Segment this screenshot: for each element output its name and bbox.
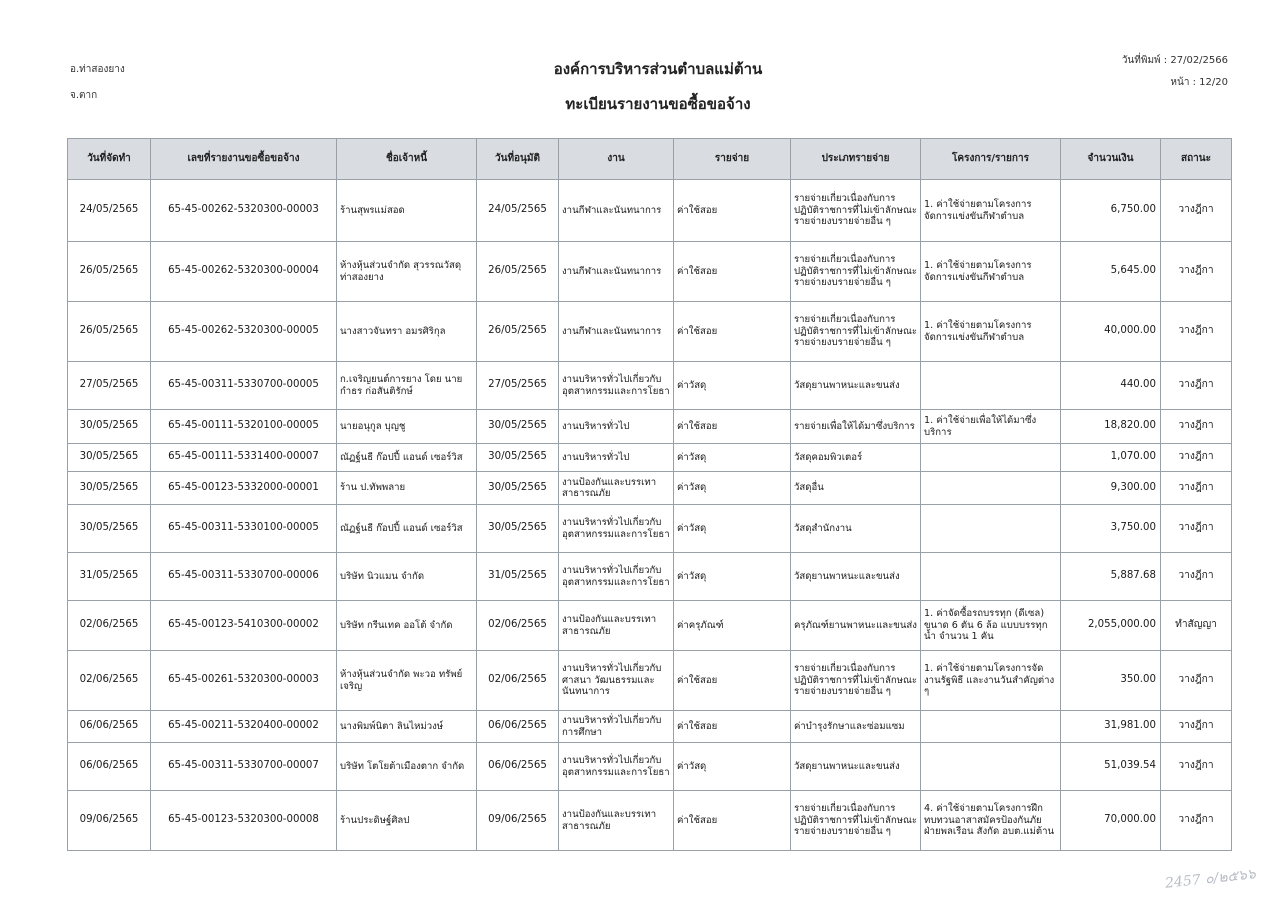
- row-work: งานบริหารทั่วไปเกี่ยวกับอุตสาหกรรมและการโยธา: [559, 743, 674, 791]
- row-status: ทำสัญญา: [1161, 601, 1232, 651]
- row-doc-no: 65-45-00311-5330700-00006: [151, 553, 337, 601]
- row-project: [921, 711, 1061, 743]
- table-row: [68, 242, 1232, 302]
- page-number: หน้า : 12/20: [1170, 77, 1228, 88]
- row-work: งานป้องกันและบรรเทาสาธารณภัย: [559, 472, 674, 505]
- table-header-row: [68, 139, 1232, 180]
- row-doc-no: 65-45-00123-5320300-00008: [151, 791, 337, 851]
- row-doc-no: 65-45-00311-5330100-00005: [151, 505, 337, 553]
- row-date: 09/06/2565: [68, 791, 151, 851]
- row-amount: 5,645.00: [1061, 242, 1161, 302]
- row-expense: ค่าใช้สอย: [674, 242, 791, 302]
- row-project: 1. ค่าจัดซื้อรถบรรทุก (ดีเซล) ขนาด 6 ตัน 6 ล้อ แบบบรรทุกน้ำ จำนวน 1 คัน: [921, 601, 1061, 651]
- row-project: 4. ค่าใช้จ่ายตามโครงการฝึกทบทวนอาสาสมัครป้องกันภัยฝ่ายพลเรือน สังกัด อบต.แม่ต้าน: [921, 791, 1061, 851]
- row-approve-date: 02/06/2565: [477, 651, 559, 711]
- row-amount: 440.00: [1061, 362, 1161, 410]
- print-date: วันที่พิมพ์ : 27/02/2566: [1121, 55, 1228, 66]
- row-expense: ค่าวัสดุ: [674, 505, 791, 553]
- row-expense: ค่าใช้สอย: [674, 791, 791, 851]
- row-creditor: บริษัท โตโยต้าเมืองตาก จำกัด: [337, 743, 477, 791]
- row-expense: ค่าวัสดุ: [674, 553, 791, 601]
- row-project: [921, 472, 1061, 505]
- row-date: 06/06/2565: [68, 743, 151, 791]
- row-status: วางฎีกา: [1161, 743, 1232, 791]
- row-date: 30/05/2565: [68, 410, 151, 444]
- row-date: 31/05/2565: [68, 553, 151, 601]
- row-creditor: ร้าน ป.ทัพพลาย: [337, 472, 477, 505]
- table-row: [68, 711, 1232, 743]
- row-expense: ค่าครุภัณฑ์: [674, 601, 791, 651]
- row-expense: ค่าวัสดุ: [674, 444, 791, 472]
- register-table: [67, 138, 1232, 851]
- row-work: งานบริหารทั่วไปเกี่ยวกับอุตสาหกรรมและการโยธา: [559, 362, 674, 410]
- row-creditor: ห้างหุ้นส่วนจำกัด พะวอ ทรัพย์เจริญ: [337, 651, 477, 711]
- row-expense-type: รายจ่ายเกี่ยวเนื่องกับการปฏิบัติราชการที่ไม่เข้าลักษณะรายจ่ายงบรายจ่ายอื่น ๆ: [791, 180, 921, 242]
- row-expense-type: รายจ่ายเกี่ยวเนื่องกับการปฏิบัติราชการที่ไม่เข้าลักษณะรายจ่ายงบรายจ่ายอื่น ๆ: [791, 651, 921, 711]
- table-row: [68, 410, 1232, 444]
- row-approve-date: 30/05/2565: [477, 472, 559, 505]
- table-row: [68, 791, 1232, 851]
- row-amount: 1,070.00: [1061, 444, 1161, 472]
- row-date: 27/05/2565: [68, 362, 151, 410]
- row-expense: ค่าวัสดุ: [674, 472, 791, 505]
- col-header-expense: รายจ่าย: [674, 139, 791, 180]
- col-header-doc-no: เลขที่รายงานขอซื้อขอจ้าง: [151, 139, 337, 180]
- row-project: 1. ค่าใช้จ่ายตามโครงการจัดการแข่งขันกีฬาตำบล: [921, 180, 1061, 242]
- row-creditor: ร้านประดิษฐ์ศิลป: [337, 791, 477, 851]
- table-row: [68, 444, 1232, 472]
- row-approve-date: 30/05/2565: [477, 410, 559, 444]
- row-doc-no: 65-45-00211-5320400-00002: [151, 711, 337, 743]
- row-amount: 2,055,000.00: [1061, 601, 1161, 651]
- row-work: งานบริหารทั่วไปเกี่ยวกับการศึกษา: [559, 711, 674, 743]
- row-doc-no: 65-45-00262-5320300-00003: [151, 180, 337, 242]
- row-date: 30/05/2565: [68, 505, 151, 553]
- row-approve-date: 31/05/2565: [477, 553, 559, 601]
- row-amount: 31,981.00: [1061, 711, 1161, 743]
- row-work: งานบริหารทั่วไป: [559, 410, 674, 444]
- row-work: งานกีฬาและนันทนาการ: [559, 180, 674, 242]
- row-work: งานบริหารทั่วไปเกี่ยวกับอุตสาหกรรมและการโยธา: [559, 553, 674, 601]
- table-row: [68, 362, 1232, 410]
- row-date: 02/06/2565: [68, 651, 151, 711]
- row-expense-type: วัสดุคอมพิวเตอร์: [791, 444, 921, 472]
- row-approve-date: 09/06/2565: [477, 791, 559, 851]
- row-amount: 18,820.00: [1061, 410, 1161, 444]
- row-creditor: นางพิมพ์นิตา ลินไหม่วงษ์: [337, 711, 477, 743]
- row-work: งานกีฬาและนันทนาการ: [559, 242, 674, 302]
- row-amount: 6,750.00: [1061, 180, 1161, 242]
- row-doc-no: 65-45-00111-5331400-00007: [151, 444, 337, 472]
- row-status: วางฎีกา: [1161, 180, 1232, 242]
- row-work: งานป้องกันและบรรเทาสาธารณภัย: [559, 601, 674, 651]
- row-approve-date: 02/06/2565: [477, 601, 559, 651]
- row-creditor: นายอนุกูล บุญชู: [337, 410, 477, 444]
- row-date: 26/05/2565: [68, 242, 151, 302]
- row-status: วางฎีกา: [1161, 791, 1232, 851]
- row-doc-no: 65-45-00123-5332000-00001: [151, 472, 337, 505]
- row-status: วางฎีกา: [1161, 362, 1232, 410]
- row-project: 1. ค่าใช้จ่ายเพื่อให้ได้มาซึ่งบริการ: [921, 410, 1061, 444]
- row-creditor: ก.เจริญยนต์การยาง โดย นายกำธร ก่อสันติรักษ์: [337, 362, 477, 410]
- row-expense-type: ค่าบำรุงรักษาและซ่อมแซม: [791, 711, 921, 743]
- table-body: [68, 180, 1232, 851]
- row-expense-type: รายจ่ายเกี่ยวเนื่องกับการปฏิบัติราชการที่ไม่เข้าลักษณะรายจ่ายงบรายจ่ายอื่น ๆ: [791, 791, 921, 851]
- row-approve-date: 24/05/2565: [477, 180, 559, 242]
- row-work: งานกีฬาและนันทนาการ: [559, 302, 674, 362]
- handwritten-note: 2457 ๐/๒๕๖๖: [1164, 866, 1257, 892]
- row-date: 24/05/2565: [68, 180, 151, 242]
- row-project: 1. ค่าใช้จ่ายตามโครงการจัดงานรัฐพิธี และงานวันสำคัญต่าง ๆ: [921, 651, 1061, 711]
- row-creditor: ณัฏฐ์นธี ก๊อปปี้ แอนด์ เซอร์วิส: [337, 505, 477, 553]
- row-expense-type: ครุภัณฑ์ยานพาหนะและขนส่ง: [791, 601, 921, 651]
- row-work: งานบริหารทั่วไปเกี่ยวกับอุตสาหกรรมและการโยธา: [559, 505, 674, 553]
- row-expense-type: วัสดุยานพาหนะและขนส่ง: [791, 553, 921, 601]
- row-doc-no: 65-45-00262-5320300-00005: [151, 302, 337, 362]
- col-header-project: โครงการ/รายการ: [921, 139, 1061, 180]
- table-row: [68, 743, 1232, 791]
- row-expense: ค่าใช้สอย: [674, 410, 791, 444]
- row-expense-type: วัสดุยานพาหนะและขนส่ง: [791, 362, 921, 410]
- row-work: งานป้องกันและบรรเทาสาธารณภัย: [559, 791, 674, 851]
- table-row: [68, 651, 1232, 711]
- row-expense-type: วัสดุสำนักงาน: [791, 505, 921, 553]
- province-label: จ.ตาก: [70, 90, 98, 101]
- row-expense: ค่าวัสดุ: [674, 362, 791, 410]
- row-status: วางฎีกา: [1161, 472, 1232, 505]
- row-work: งานบริหารทั่วไปเกี่ยวกับศาสนา วัฒนธรรมและนันทนาการ: [559, 651, 674, 711]
- row-approve-date: 30/05/2565: [477, 505, 559, 553]
- row-status: วางฎีกา: [1161, 711, 1232, 743]
- row-work: งานบริหารทั่วไป: [559, 444, 674, 472]
- row-expense-type: รายจ่ายเกี่ยวเนื่องกับการปฏิบัติราชการที่ไม่เข้าลักษณะรายจ่ายงบรายจ่ายอื่น ๆ: [791, 302, 921, 362]
- district-label: อ.ท่าสองยาง: [70, 64, 125, 75]
- table-row: [68, 553, 1232, 601]
- row-amount: 9,300.00: [1061, 472, 1161, 505]
- row-doc-no: 65-45-00123-5410300-00002: [151, 601, 337, 651]
- row-project: 1. ค่าใช้จ่ายตามโครงการจัดการแข่งขันกีฬาตำบล: [921, 302, 1061, 362]
- col-header-status: สถานะ: [1161, 139, 1232, 180]
- report-title: ทะเบียนรายงานขอซื้อขอจ้าง: [565, 95, 751, 113]
- row-amount: 350.00: [1061, 651, 1161, 711]
- row-status: วางฎีกา: [1161, 302, 1232, 362]
- table-row: [68, 601, 1232, 651]
- row-amount: 3,750.00: [1061, 505, 1161, 553]
- col-header-creditor: ชื่อเจ้าหนี้: [337, 139, 477, 180]
- row-project: [921, 553, 1061, 601]
- row-approve-date: 26/05/2565: [477, 302, 559, 362]
- row-date: 30/05/2565: [68, 472, 151, 505]
- row-date: 30/05/2565: [68, 444, 151, 472]
- row-doc-no: 65-45-00311-5330700-00005: [151, 362, 337, 410]
- row-amount: 70,000.00: [1061, 791, 1161, 851]
- table-row: [68, 472, 1232, 505]
- col-header-work: งาน: [559, 139, 674, 180]
- row-creditor: นางสาวจันทรา อมรศิริกุล: [337, 302, 477, 362]
- row-expense-type: วัสดุอื่น: [791, 472, 921, 505]
- col-header-approve-date: วันที่อนุมัติ: [477, 139, 559, 180]
- row-amount: 40,000.00: [1061, 302, 1161, 362]
- row-amount: 5,887.68: [1061, 553, 1161, 601]
- row-expense: ค่าใช้สอย: [674, 651, 791, 711]
- row-expense: ค่าใช้สอย: [674, 711, 791, 743]
- col-header-amount: จำนวนเงิน: [1061, 139, 1161, 180]
- row-expense-type: วัสดุยานพาหนะและขนส่ง: [791, 743, 921, 791]
- row-status: วางฎีกา: [1161, 553, 1232, 601]
- row-expense: ค่าใช้สอย: [674, 180, 791, 242]
- row-project: [921, 362, 1061, 410]
- row-doc-no: 65-45-00311-5330700-00007: [151, 743, 337, 791]
- row-doc-no: 65-45-00262-5320300-00004: [151, 242, 337, 302]
- row-approve-date: 06/06/2565: [477, 743, 559, 791]
- row-approve-date: 30/05/2565: [477, 444, 559, 472]
- row-approve-date: 06/06/2565: [477, 711, 559, 743]
- row-approve-date: 26/05/2565: [477, 242, 559, 302]
- row-expense-type: รายจ่ายเพื่อให้ได้มาซึ่งบริการ: [791, 410, 921, 444]
- col-header-date: วันที่จัดทำ: [68, 139, 151, 180]
- row-project: [921, 444, 1061, 472]
- row-creditor: บริษัท นิวแมน จำกัด: [337, 553, 477, 601]
- row-project: [921, 505, 1061, 553]
- col-header-expense-type: ประเภทรายจ่าย: [791, 139, 921, 180]
- row-status: วางฎีกา: [1161, 410, 1232, 444]
- row-expense: ค่าวัสดุ: [674, 743, 791, 791]
- row-creditor: บริษัท กรีนเทค ออโต้ จำกัด: [337, 601, 477, 651]
- row-expense-type: รายจ่ายเกี่ยวเนื่องกับการปฏิบัติราชการที่ไม่เข้าลักษณะรายจ่ายงบรายจ่ายอื่น ๆ: [791, 242, 921, 302]
- row-date: 06/06/2565: [68, 711, 151, 743]
- row-doc-no: 65-45-00111-5320100-00005: [151, 410, 337, 444]
- table-row: [68, 505, 1232, 553]
- row-status: วางฎีกา: [1161, 242, 1232, 302]
- row-creditor: ณัฏฐ์นธี ก๊อปปี้ แอนด์ เซอร์วิส: [337, 444, 477, 472]
- row-expense: ค่าใช้สอย: [674, 302, 791, 362]
- row-status: วางฎีกา: [1161, 505, 1232, 553]
- table-row: [68, 180, 1232, 242]
- org-name: องค์การบริหารส่วนตำบลแม่ต้าน: [553, 60, 763, 78]
- row-date: 02/06/2565: [68, 601, 151, 651]
- row-creditor: ร้านสุพรแม่สอด: [337, 180, 477, 242]
- row-project: [921, 743, 1061, 791]
- row-project: 1. ค่าใช้จ่ายตามโครงการจัดการแข่งขันกีฬาตำบล: [921, 242, 1061, 302]
- row-approve-date: 27/05/2565: [477, 362, 559, 410]
- row-doc-no: 65-45-00261-5320300-00003: [151, 651, 337, 711]
- row-date: 26/05/2565: [68, 302, 151, 362]
- row-status: วางฎีกา: [1161, 444, 1232, 472]
- table-row: [68, 302, 1232, 362]
- row-amount: 51,039.54: [1061, 743, 1161, 791]
- row-creditor: ห้างหุ้นส่วนจำกัด สุวรรณวัสดุ ท่าสองยาง: [337, 242, 477, 302]
- row-status: วางฎีกา: [1161, 651, 1232, 711]
